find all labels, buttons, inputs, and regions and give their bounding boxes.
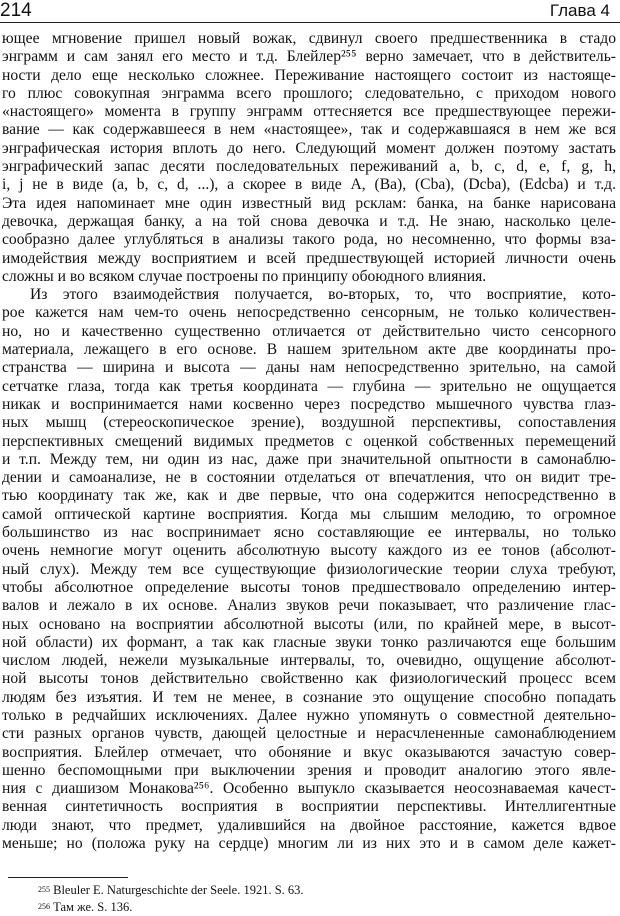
footnotes [38, 882, 304, 916]
text-line: сетчатке глаза, тогда как третья координата — глубина — зрительно не ощущается [2, 377, 616, 395]
text-line: ной высоты тонов действительно свойственно как физиологический процесс всем [2, 670, 616, 688]
footnote-text: Там же. S. 136. [53, 900, 133, 914]
text-line: ных основано на восприятии абсолютной высоты (или, по крайней мере, в высот- [2, 615, 616, 633]
text-line: чтобы абсолютное определение высоты тонов предшествовало определению интер- [2, 578, 616, 596]
page-number: 214 [0, 0, 32, 21]
footnote-mark: 255 [38, 885, 50, 894]
text-line: энграмм и сам занял его место и т.д. Блейлер²⁵⁵ верно замечает, что в действитель- [2, 48, 616, 66]
footnote-256 [38, 899, 304, 916]
text-line: ной области) их формант, а так как гласные звуки тонко различаются еще большим [2, 633, 616, 651]
text-line: странства — ширина и высота — даны нам непосредственно зрительно, на самой [2, 359, 616, 377]
text-line: дении и самоанализе, не в состоянии отделаться от впечатления, что он видит тре- [2, 469, 616, 487]
text-line: ный слух). Между тем все существующие физиологические теории слуха требуют, [2, 560, 616, 578]
chapter-title: Глава 4 [549, 1, 610, 20]
text-line: люди знают, что предмет, удалившийся на двойное расстояние, кажется вдвое [2, 816, 616, 834]
text-line: валов и лежало в их основе. Анализ звуков речи показывает, что различение глас- [2, 597, 616, 615]
text-line: вание — как содержавшееся в нем «настоящее», так и содержавшаяся в нем же вся [2, 121, 616, 139]
text-line: энграфический запас десяти последовательных переживаний a, b, c, d, e, f, g, h, [2, 158, 616, 176]
text-line: материала, лежащего в его основе. В нашем зрительном акте две координаты про- [2, 341, 616, 359]
text-line: сти разных органов чувств, дающей целостные и нерасчлененные самонаблюдением [2, 725, 616, 743]
text-line: го плюс совокупная энграмма всего прошлого; следовательно, с приходом нового [2, 84, 616, 102]
text-line: перспективных смещений видимых предметов с оценкой собственных перемещений [2, 432, 616, 450]
text-line: венная синтетичность восприятия в восприятии перспективы. Интеллигентные [2, 798, 616, 816]
footnote-255 [38, 882, 304, 899]
text-line: сложны и во всяком случае построены по принципу обоюдного влияния. [2, 267, 487, 285]
text-line: ющее мгновение пришел новый вожак, сдвинул своего предшественника в стадо [2, 30, 616, 47]
text-line: никак и воспринимается нами косвенно через посредство мышечного чувства глаз- [2, 395, 616, 413]
footnote-mark: 256 [38, 902, 50, 911]
footnote-divider [8, 877, 128, 878]
text-line: числом людей, нежели музыкальные интервалы, то, очевидно, ощущение абсолют- [2, 652, 616, 670]
text-line: девочка, держащая банку, а на той снова девочка и т.д. Не знаю, насколько целе- [2, 212, 616, 230]
header-divider [0, 22, 620, 23]
text-line: тью координату так же, как и две первые, что она содержится непосредственно в [2, 487, 616, 505]
text-line: «настоящего» момента в группу энграмм оттесняется все предшествующее пережи- [2, 103, 616, 121]
page-header [0, 0, 620, 22]
text-line: ных мышц (стереоскопическое зрение), воздушной перспективы, сопоставления [2, 414, 616, 432]
text-line: и т.п. Между тем, ни один из нас, даже при значительной опытности в самонаблю- [2, 450, 616, 468]
text-line: очень немногие могут оценить абсолютную высоту каждого из ее тонов (абсолют- [2, 542, 616, 560]
text-line: шенно беспомощными при выключении зрения и проводит аналогию этого явле- [2, 761, 616, 779]
text-line: людям без изъятия. И тем не менее, в сознание это ощущение способно попадать [2, 688, 616, 706]
text-line: но, но и качественно существенно отличается от действительно чисто сенсорного [2, 322, 616, 340]
text-line: ности дело еще несколько сложнее. Переживание настоящего состоит из настояще- [2, 66, 616, 84]
text-line: восприятия. Блейлер отмечает, что обоняние и вкус оказываются зачастую совер- [2, 743, 616, 761]
footnote-text: Bleuler E. Naturgeschichte der Seele. 1921. S. 63. [53, 883, 304, 897]
text-line: i, j не в виде (a, b, c, d, ...), а скорее в виде A, (Ba), (Cba), (Dcba), (Edcba) и т.д. [2, 176, 616, 194]
text-line: большинство из нас воспринимает ясно составляющие ее интервалы, но только [2, 524, 616, 542]
text-line: ния с диашизом Монакова²⁵⁶. Особенно выпукло сказывается неосознаваемая качест- [2, 780, 616, 798]
text-line: рое кажется нам чем-то очень непосредственно сенсорным, не только количествен- [2, 304, 616, 322]
text-line: имодействия между восприятием и всей предшествующей историей личности очень [2, 249, 616, 267]
text-line: энграфическая история вплоть до него. Следующий момент должен поэтому застать [2, 139, 616, 157]
text-line: сообразно далее углубляться в анализы такого рода, но несомненно, что формы вза- [2, 231, 616, 249]
text-line: Эта идея напоминает мне один известный вид рсклам: банка, на банке нарисована [2, 194, 616, 212]
text-line: Из этого взаимодействия получается, во-вторых, то, что восприятие, кото- [30, 286, 616, 304]
text-line: только в редчайших исключениях. Далее нужно упомянуть о совместной деятельно- [2, 706, 616, 724]
body-text [2, 30, 616, 853]
text-line: меньше; но (положа руку на сердце) многим ли из них это и в самом деле кажет- [2, 835, 616, 853]
text-line: самой оптической картине восприятия. Когда мы слышим мелодию, то огромное [2, 505, 616, 523]
